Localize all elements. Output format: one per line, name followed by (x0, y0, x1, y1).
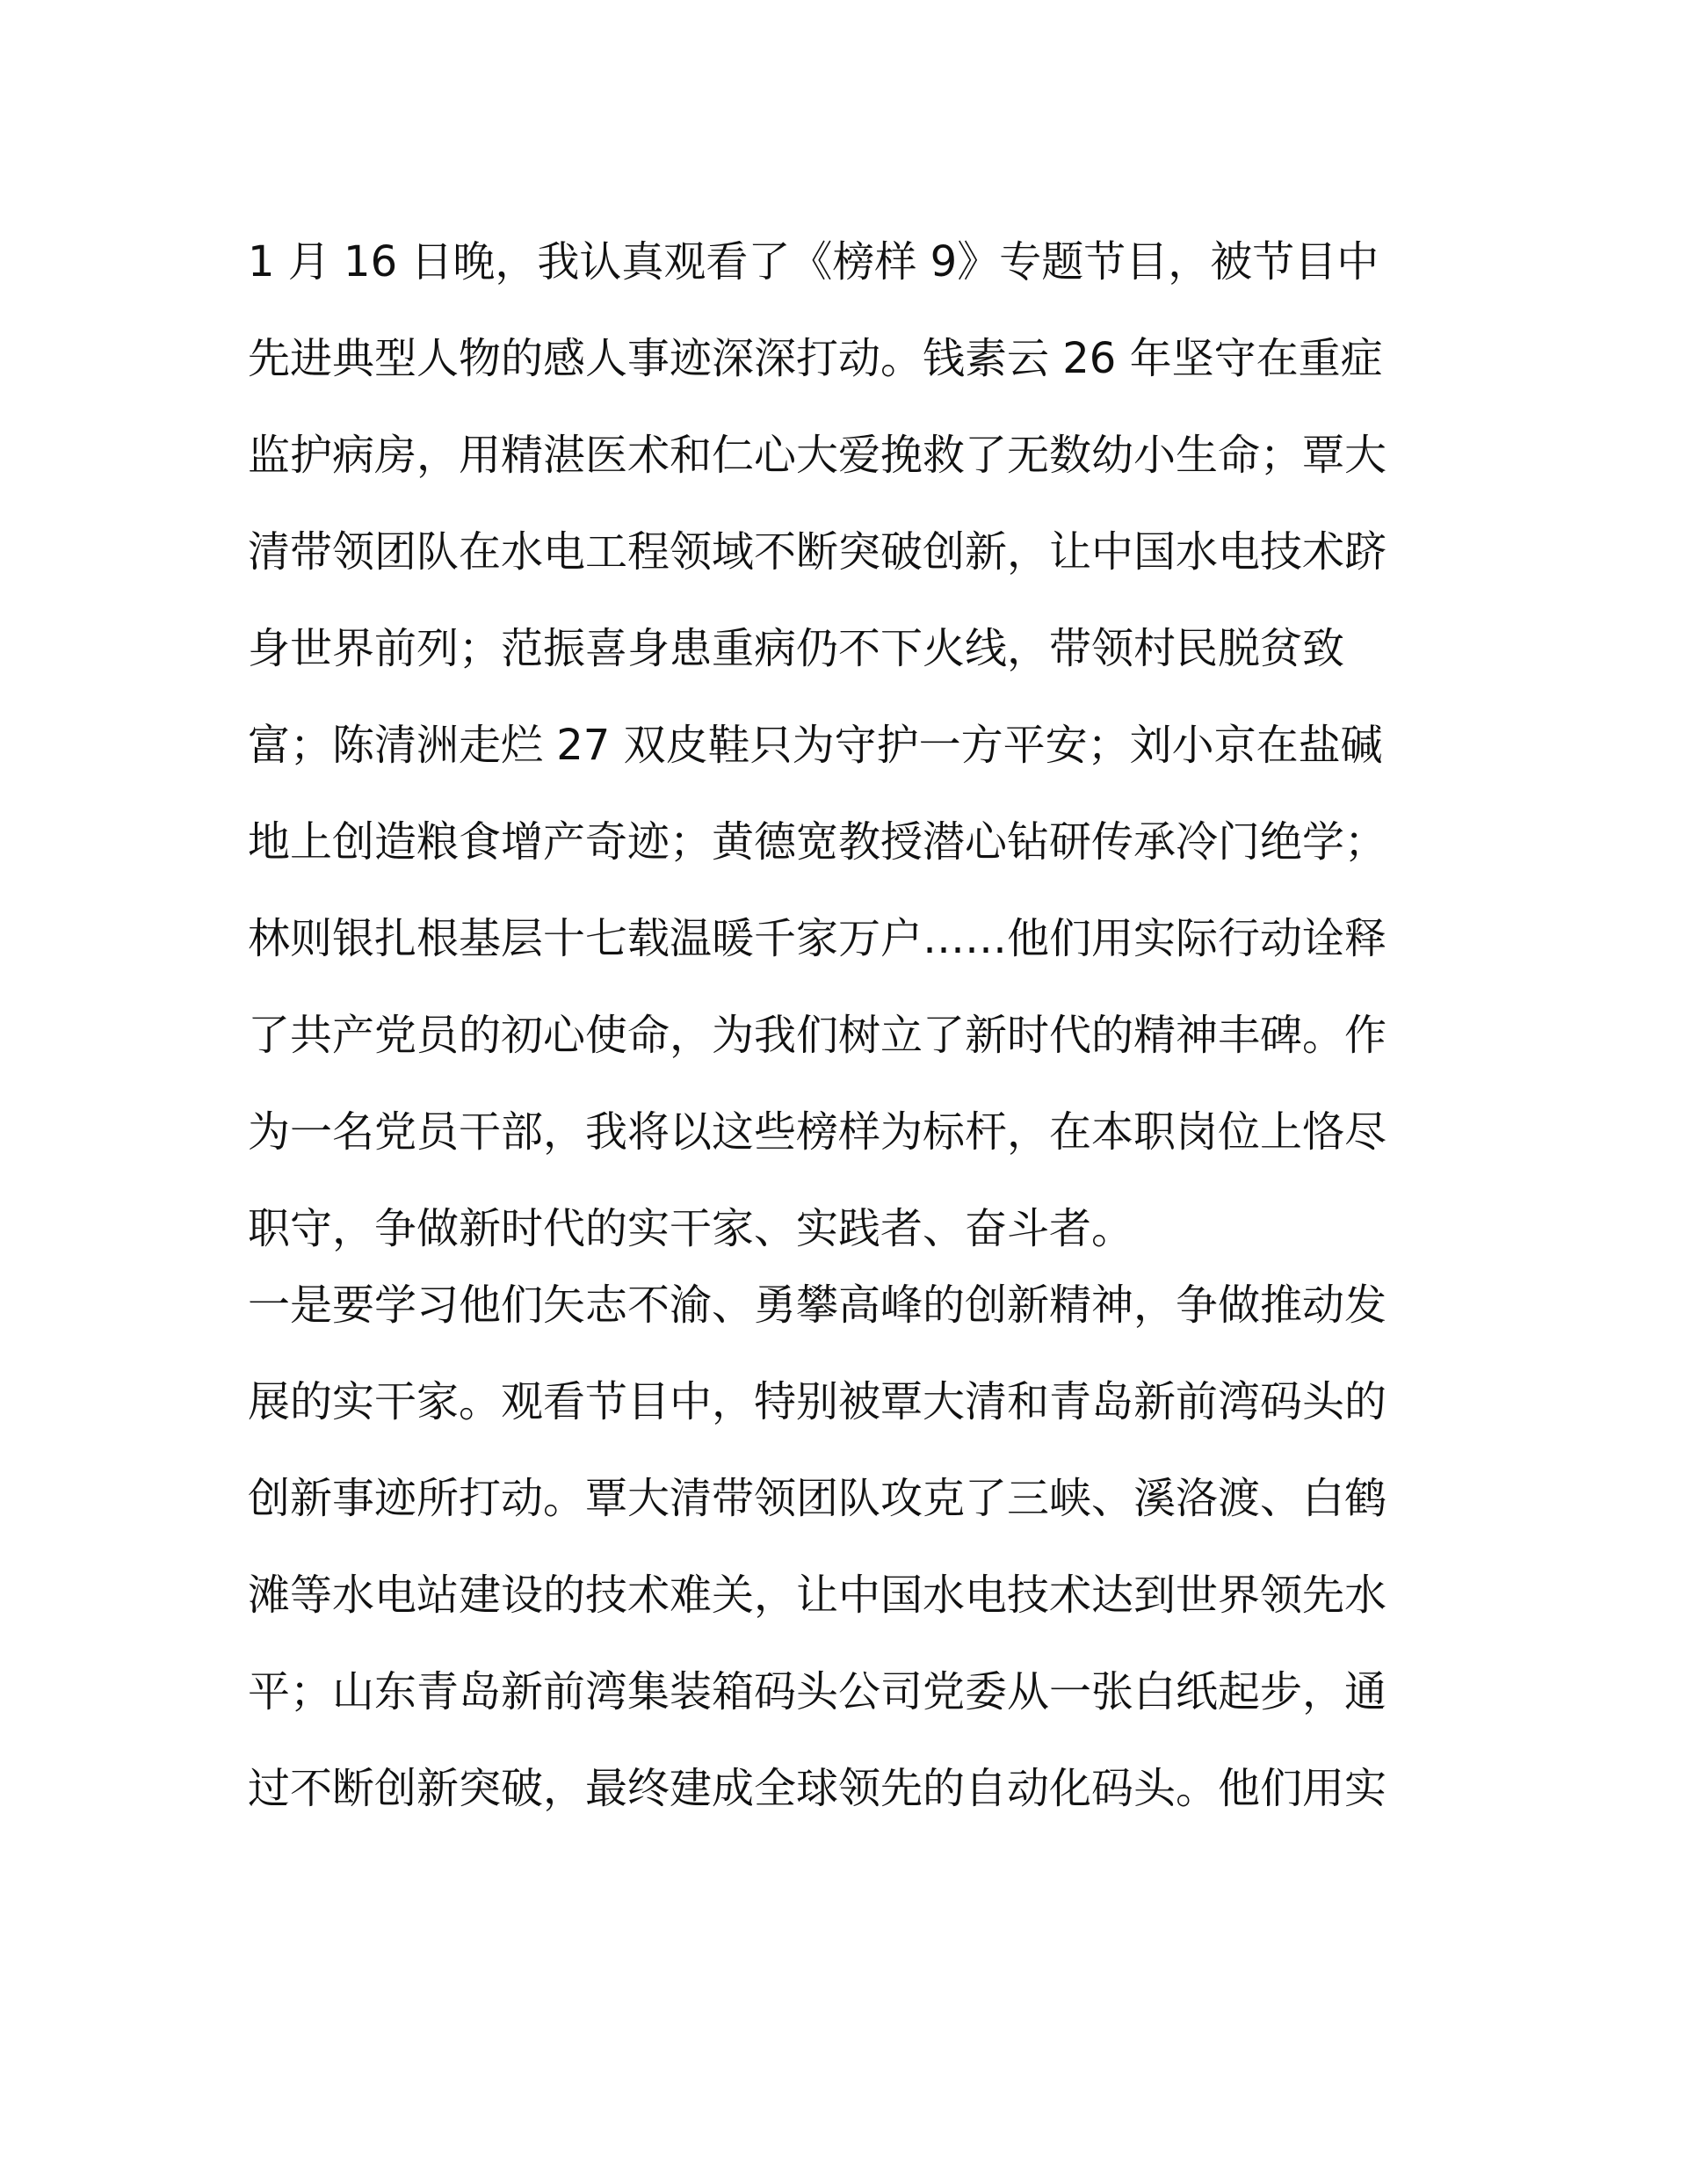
text-line: 滩等水电站建设的技术难关，让中国水电技术达到世界领先水 (248, 1571, 1387, 1620)
text-line: 林则银扎根基层十七载温暖千家万户……他们用实际行动诠释 (248, 914, 1387, 963)
text-line: 监护病房，用精湛医术和仁心大爱挽救了无数幼小生命；覃大 (248, 431, 1387, 480)
text-line: 身世界前列；范振喜身患重病仍不下火线，带领村民脱贫致 (248, 624, 1345, 673)
text-line: 富；陈清洲走烂 27 双皮鞋只为守护一方平安；刘小京在盐碱 (248, 721, 1383, 770)
paragraph-innovation-spirit (248, 1257, 1443, 1837)
paragraph-intro (248, 214, 1443, 1277)
text-line: 为一名党员干部，我将以这些榜样为标杆，在本职岗位上恪尽 (248, 1107, 1387, 1157)
text-line: 职守，争做新时代的实干家、实践者、奋斗者。 (248, 1204, 1134, 1253)
text-line: 地上创造粮食增产奇迹；黄德宽教授潜心钻研传承冷门绝学； (248, 817, 1387, 867)
text-line: 创新事迹所打动。覃大清带领团队攻克了三峡、溪洛渡、白鹤 (248, 1474, 1387, 1523)
text-line: 先进典型人物的感人事迹深深打动。钱素云 26 年坚守在重症 (248, 334, 1383, 383)
text-line: 了共产党员的初心使命，为我们树立了新时代的精神丰碑。作 (248, 1011, 1387, 1060)
text-line: 一是要学习他们矢志不渝、勇攀高峰的创新精神，争做推动发 (248, 1281, 1387, 1330)
text-line: 清带领团队在水电工程领域不断突破创新，让中国水电技术跻 (248, 527, 1387, 577)
text-line: 平；山东青岛新前湾集装箱码头公司党委从一张白纸起步，通 (248, 1667, 1387, 1716)
text-line: 展的实干家。观看节目中，特别被覃大清和青岛新前湾码头的 (248, 1377, 1387, 1426)
text-line: 过不断创新突破，最终建成全球领先的自动化码头。他们用实 (248, 1764, 1387, 1813)
text-line: 1 月 16 日晚，我认真观看了《榜样 9》专题节目，被节目中 (248, 237, 1379, 287)
